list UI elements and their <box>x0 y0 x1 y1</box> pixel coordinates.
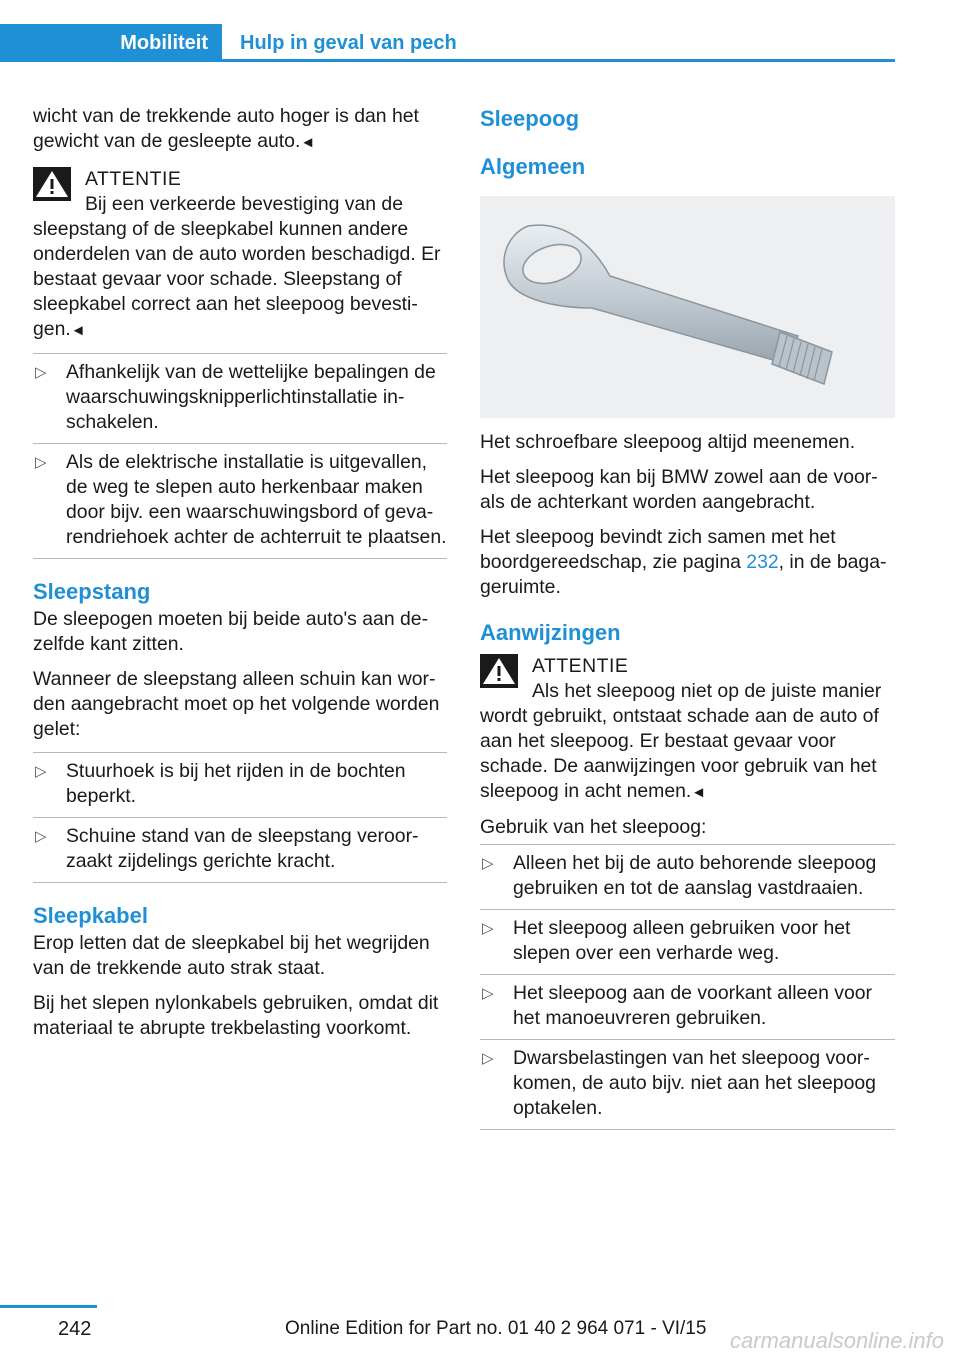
section-aanwijzingen <box>480 618 895 1130</box>
triangle-bullet-icon: ▷ <box>482 855 494 872</box>
watermark: carmanualsonline.info <box>730 1328 945 1353</box>
paragraph: Het sleepoog bevindt zich samen met het boordgereedschap, zie pagina 232, in de bagageruimte. <box>480 526 887 598</box>
triangle-bullet-icon: ▷ <box>482 1050 494 1067</box>
footer-rule <box>0 1305 97 1308</box>
page-number: 242 <box>58 1318 92 1340</box>
paragraph: Gebruik van het sleepoog: <box>480 816 707 838</box>
warning-block <box>33 167 447 343</box>
section-sleepkabel <box>33 901 447 1041</box>
right-column <box>480 104 895 1142</box>
list-item: ▷ Afhankelijk van de wettelijke bepalingen de waarschuwingsknipperlichtinstallatie inschakelen. <box>33 353 447 443</box>
warning-triangle-icon <box>33 167 71 201</box>
sleepstang-list <box>33 752 447 883</box>
edition-line: Online Edition for Part no. 01 40 2 964 071 - VI/15 <box>285 1318 707 1339</box>
left-column <box>33 104 447 1051</box>
paragraph: Wanneer de sleepstang alleen schuin kan worden aangebracht moet op het volgende worden gelet: <box>33 668 440 740</box>
paragraph: Bij het slepen nylonkabels gebruiken, omdat dit materiaal te abrupte trekbelasting voorkomt. <box>33 992 439 1039</box>
page-header <box>0 24 895 62</box>
warning-text-first: Bij een verkeerde bevestiging van de <box>85 193 403 215</box>
triangle-bullet-icon: ▷ <box>35 364 47 381</box>
triangle-bullet-icon: ▷ <box>35 763 47 780</box>
end-mark: ◄ <box>691 784 707 801</box>
section-sleepstang <box>33 577 447 883</box>
intro-paragraph: wicht van de trekkende auto hoger is dan het gewicht van de gesleepte auto.◄ <box>33 105 419 152</box>
header-rule <box>0 59 895 62</box>
list-item: ▷ Schuine stand van de sleepstang veroorzaakt zijdelings gerichte kracht. <box>33 817 447 883</box>
heading-sleepkabel: Sleepkabel <box>33 903 148 928</box>
page-link-232[interactable]: 232 <box>746 551 779 573</box>
warning-title: ATTENTIE <box>532 655 629 677</box>
warning-block <box>480 654 895 805</box>
triangle-bullet-icon: ▷ <box>482 985 494 1002</box>
paragraph: De sleepogen moeten bij beide auto's aan dezelfde kant zitten. <box>33 608 429 655</box>
tow-eye-usage-list <box>480 844 895 1130</box>
triangle-bullet-icon: ▷ <box>35 454 47 471</box>
warning-triangle-icon <box>480 654 518 688</box>
list-item: ▷ Het sleepoog alleen gebruiken voor het slepen over een verharde weg. <box>480 909 895 974</box>
heading-aanwijzingen: Aanwijzingen <box>480 620 621 645</box>
chapter-tab-hulp: Hulp in geval van pech <box>240 31 457 54</box>
heading-algemeen: Algemeen <box>480 154 586 179</box>
heading-sleepoog: Sleepoog <box>480 106 580 131</box>
warning-text: sleepstang of de sleepkabel kunnen andere onderdelen van de auto worden beschadigd. Er bestaat gevaar voor schade. Sleepstang of sleepkabel correct aan het sleepoog bevestigen.◄ <box>33 218 441 340</box>
list-item: ▷ Stuurhoek is bij het rijden in de bochten beperkt. <box>33 752 447 817</box>
hazard-steps-list <box>33 353 447 559</box>
list-item: ▷ Als de elektrische installatie is uitgevallen, de weg te slepen auto herkenbaar maken door bijv. een waarschuwingsbord of gevarendriehoek achter de achterruit te plaatsen. <box>33 443 447 559</box>
paragraph: Erop letten dat de sleepkabel bij het wegrijden van de trekkende auto strak staat. <box>33 932 430 979</box>
end-mark: ◄ <box>300 134 316 151</box>
section-tab-mobiliteit: Mobiliteit <box>0 24 222 62</box>
warning-text: wordt gebruikt, ontstaat schade aan de auto of aan het sleepoog. Er bestaat gevaar voor schade. De aanwijzingen voor gebruik van het sleepoog in acht nemen.◄ <box>480 705 879 802</box>
warning-title: ATTENTIE <box>85 168 182 190</box>
paragraph: Het sleepoog kan bij BMW zowel aan de voor- als de achterkant worden aangebracht. <box>480 466 878 513</box>
heading-sleepstang: Sleepstang <box>33 579 151 604</box>
end-mark: ◄ <box>70 322 86 339</box>
triangle-bullet-icon: ▷ <box>35 828 47 845</box>
triangle-bullet-icon: ▷ <box>482 920 494 937</box>
tow-eye-illustration <box>480 196 895 418</box>
list-item: ▷ Het sleepoog aan de voorkant alleen voor het manoeuvreren gebruiken. <box>480 974 895 1039</box>
warning-text-first: Als het sleepoog niet op de juiste manier <box>532 680 882 702</box>
list-item: ▷ Alleen het bij de auto behorende sleepoog gebruiken en tot de aanslag vastdraaien. <box>480 844 895 909</box>
list-item: ▷ Dwarsbelastingen van het sleepoog voorkomen, de auto bijv. niet aan het sleepoog optakelen. <box>480 1039 895 1130</box>
tow-eye-drawing <box>480 196 895 418</box>
figure-caption: Het schroefbare sleepoog altijd meenemen. <box>480 431 856 453</box>
